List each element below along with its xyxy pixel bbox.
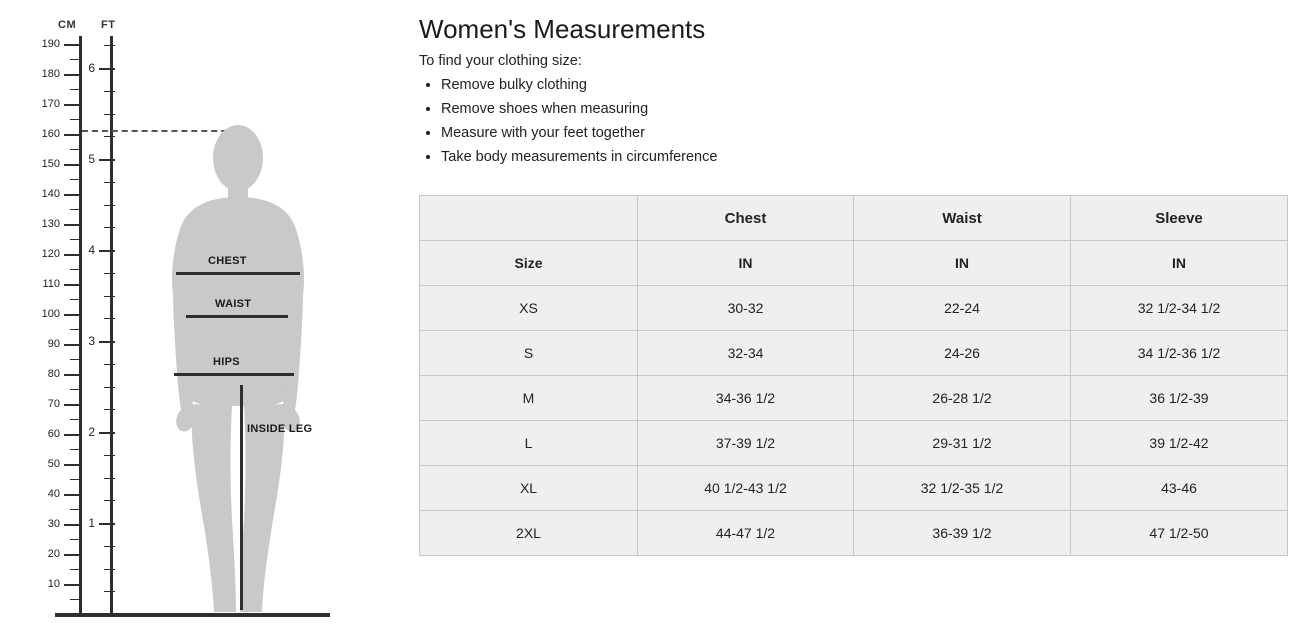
waist-cell: 22-24 bbox=[854, 286, 1071, 331]
size-cell: L bbox=[420, 421, 638, 466]
ft-tick-label: 4 bbox=[88, 243, 95, 257]
waist-cell: 36-39 1/2 bbox=[854, 511, 1071, 556]
chest-cell: 32-34 bbox=[638, 331, 854, 376]
table-row bbox=[420, 421, 1288, 466]
waist-cell: 29-31 1/2 bbox=[854, 421, 1071, 466]
waist-label: WAIST bbox=[215, 298, 252, 310]
inside-leg-measure-line bbox=[240, 385, 243, 610]
cm-tick-label: 80 bbox=[47, 368, 60, 380]
sleeve-cell: 32 1/2-34 1/2 bbox=[1071, 286, 1288, 331]
waist-cell: 24-26 bbox=[854, 331, 1071, 376]
table-row bbox=[420, 376, 1288, 421]
cm-tick-label: 100 bbox=[41, 308, 60, 320]
list-item: • Measure with your feet together bbox=[441, 121, 1287, 145]
cm-tick-label: 20 bbox=[47, 548, 60, 560]
ft-unit-label: FT bbox=[101, 19, 116, 31]
chest-cell: 37-39 1/2 bbox=[638, 421, 854, 466]
sleeve-cell: 36 1/2-39 bbox=[1071, 376, 1288, 421]
list-item: • Take body measurements in circumference bbox=[441, 145, 1287, 169]
column-header-chest: Chest bbox=[638, 196, 854, 241]
chest-cell: 34-36 1/2 bbox=[638, 376, 854, 421]
table-unit-row bbox=[420, 241, 1288, 286]
column-header-sleeve: Sleeve bbox=[1071, 196, 1288, 241]
measurements-content bbox=[419, 14, 1287, 556]
body-measurement-diagram bbox=[0, 0, 400, 629]
ground-line bbox=[55, 613, 330, 617]
cm-tick-label: 50 bbox=[47, 458, 60, 470]
chest-cell: 44-47 1/2 bbox=[638, 511, 854, 556]
chest-cell: 30-32 bbox=[638, 286, 854, 331]
cm-tick-label: 30 bbox=[47, 518, 60, 530]
cm-unit-label: CM bbox=[58, 19, 77, 31]
size-chart-table bbox=[419, 195, 1288, 556]
cm-tick-label: 60 bbox=[47, 428, 60, 440]
column-header-waist: Waist bbox=[854, 196, 1071, 241]
size-cell: M bbox=[420, 376, 638, 421]
table-body bbox=[420, 241, 1288, 556]
tips-list bbox=[419, 73, 1287, 169]
intro-text: To find your clothing size: bbox=[419, 53, 582, 69]
cm-tick-label: 10 bbox=[47, 578, 60, 590]
chest-cell: 40 1/2-43 1/2 bbox=[638, 466, 854, 511]
cm-tick-label: 120 bbox=[41, 248, 60, 260]
unit-cell-waist: IN bbox=[854, 241, 1071, 286]
table-row bbox=[420, 511, 1288, 556]
waist-cell: 26-28 1/2 bbox=[854, 376, 1071, 421]
sleeve-cell: 47 1/2-50 bbox=[1071, 511, 1288, 556]
hips-label: HIPS bbox=[213, 356, 240, 368]
table-row bbox=[420, 466, 1288, 511]
size-cell: 2XL bbox=[420, 511, 638, 556]
cm-tick-label: 70 bbox=[47, 398, 60, 410]
cm-tick-label: 40 bbox=[47, 488, 60, 500]
cm-tick-label: 180 bbox=[41, 68, 60, 80]
inside-leg-label: INSIDE LEG bbox=[247, 423, 313, 435]
page-title: Women's Measurements bbox=[419, 14, 706, 44]
cm-tick-label: 170 bbox=[41, 98, 60, 110]
chest-label: CHEST bbox=[208, 255, 247, 267]
unit-cell-size: Size bbox=[420, 241, 638, 286]
table-row bbox=[420, 286, 1288, 331]
cm-tick-label: 130 bbox=[41, 218, 60, 230]
ft-tick-label: 2 bbox=[88, 425, 95, 439]
ft-tick-label: 6 bbox=[88, 61, 95, 75]
list-item: • Remove bulky clothing bbox=[441, 73, 1287, 97]
ft-tick-label: 5 bbox=[88, 152, 95, 166]
cm-tick-label: 150 bbox=[41, 158, 60, 170]
cm-tick-label: 190 bbox=[41, 38, 60, 50]
sleeve-cell: 43-46 bbox=[1071, 466, 1288, 511]
size-cell: S bbox=[420, 331, 638, 376]
unit-cell-chest: IN bbox=[638, 241, 854, 286]
unit-cell-sleeve: IN bbox=[1071, 241, 1288, 286]
sleeve-cell: 39 1/2-42 bbox=[1071, 421, 1288, 466]
ft-tick-label: 3 bbox=[88, 334, 95, 348]
hips-measure-line bbox=[174, 373, 294, 376]
table-header-row bbox=[420, 196, 1288, 241]
table-header bbox=[420, 196, 1288, 241]
sleeve-cell: 34 1/2-36 1/2 bbox=[1071, 331, 1288, 376]
cm-tick-label: 90 bbox=[47, 338, 60, 350]
size-cell: XL bbox=[420, 466, 638, 511]
column-header-blank bbox=[420, 196, 638, 241]
waist-cell: 32 1/2-35 1/2 bbox=[854, 466, 1071, 511]
ft-tick-label: 1 bbox=[88, 516, 95, 530]
cm-tick-label: 140 bbox=[41, 188, 60, 200]
list-item: • Remove shoes when measuring bbox=[441, 97, 1287, 121]
size-cell: XS bbox=[420, 286, 638, 331]
table-row bbox=[420, 331, 1288, 376]
cm-tick-label: 160 bbox=[41, 128, 60, 140]
waist-measure-line bbox=[186, 315, 288, 318]
cm-tick-label: 110 bbox=[42, 278, 60, 290]
chest-measure-line bbox=[176, 272, 300, 275]
